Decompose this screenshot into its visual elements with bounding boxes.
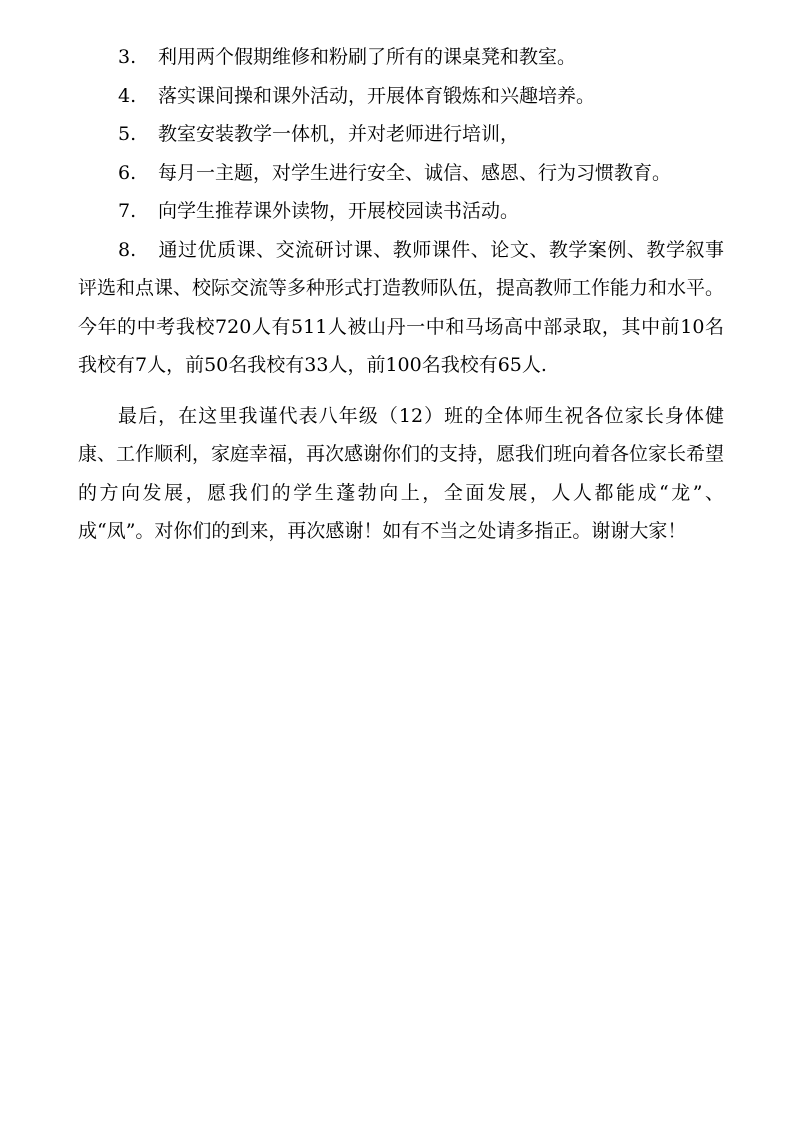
list-item-7 <box>78 196 724 226</box>
list-item-3 <box>78 42 724 72</box>
list-item-number: 4. <box>118 84 137 107</box>
list-item-text: 教室安装教学一体机，并对老师进行培训， <box>158 123 520 145</box>
closing-paragraph: 最后，在这里我谨代表八年级（12）班的全体师生祝各位家长身体健康、工作顺利，家庭幸福，再次感谢你们的支持，愿我们班向着各位家长希望的方向发展，愿我们的学生蓬勃向上，全面发展，人人都能成“龙”、成“凤”。对你们的到来，再次感谢！如有不当之处请多指正。谢谢大家！ <box>78 404 725 542</box>
list-item-number: 6. <box>118 161 137 184</box>
list-item-8 <box>78 231 724 385</box>
list-item-text: 每月一主题，对学生进行安全、诚信、感恩、行为习惯教育。 <box>158 161 672 184</box>
document-page <box>78 42 724 570</box>
list-item-number: 3. <box>118 46 137 68</box>
list-item-text: 通过优质课、交流研讨课、教师课件、论文、教学案例、教学叙事评选和点课、校际交流等多种形式打造教师队伍，提高教师工作能力和水平。今年的中考我校720人有511人被山丹一中和马场高中部录取，其中前10名我校有7人，前50名我校有33人，前100名我校有65人. <box>78 238 725 376</box>
list-item-text: 落实课间操和课外活动，开展体育锻炼和兴趣培养。 <box>158 84 596 107</box>
list-item-6 <box>78 158 724 188</box>
list-item-text: 利用两个假期维修和粉刷了所有的课桌凳和教室。 <box>158 46 577 68</box>
list-item-4 <box>78 81 724 111</box>
list-item-number: 5. <box>118 123 137 145</box>
list-item-number: 7. <box>118 200 137 222</box>
list-item-text: 向学生推荐课外读物，开展校园读书活动。 <box>158 200 520 222</box>
list-item-number: 8. <box>118 238 137 261</box>
list-item-5 <box>78 119 724 149</box>
